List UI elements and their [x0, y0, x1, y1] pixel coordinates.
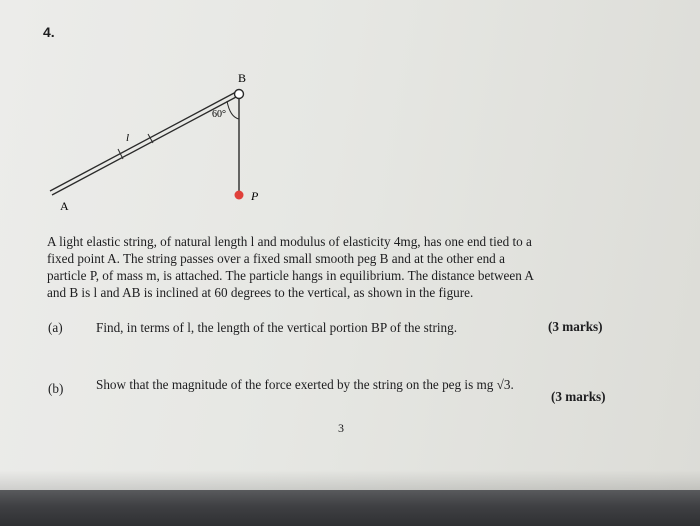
paragraph-line: and B is l and AB is inclined at 60 degrees to the vertical, as shown in the figure. [47, 285, 474, 300]
part-b-text: Show that the magnitude of the force exerted by the string on the peg is mg √3. [96, 377, 514, 392]
question-paragraph [47, 233, 617, 301]
angle-label: 60° [212, 109, 226, 120]
page-number: 3 [338, 421, 344, 435]
part-b-label: (b) [48, 381, 64, 396]
label-p: P [251, 189, 259, 203]
label-a: A [60, 199, 69, 213]
string-ab [50, 92, 236, 191]
paragraph-line: A light elastic string, of natural length l and modulus of elasticity 4mg, has one end tied to a [47, 234, 532, 249]
desk-shadow [0, 470, 700, 490]
question-number: 4. [43, 24, 55, 40]
paragraph-line: fixed point A. The string passes over a fixed small smooth peg B and at the other end a [47, 251, 505, 266]
particle-p [235, 191, 244, 200]
part-a-label: (a) [48, 320, 63, 335]
part-b-marks: (3 marks) [551, 389, 606, 404]
label-l: l [126, 132, 130, 144]
desk-edge [0, 490, 700, 526]
part-a-text: Find, in terms of l, the length of the vertical portion BP of the string. [96, 320, 458, 335]
part-a-marks: (3 marks) [548, 319, 603, 334]
string-ab-inner [52, 96, 238, 195]
angle-arc [227, 101, 239, 119]
label-b: B [238, 71, 247, 85]
peg-b [235, 90, 244, 99]
paragraph-line: particle P, of mass m, is attached. The particle hangs in equilibrium. The distance between A [47, 268, 534, 283]
figure-diagram [0, 0, 700, 230]
